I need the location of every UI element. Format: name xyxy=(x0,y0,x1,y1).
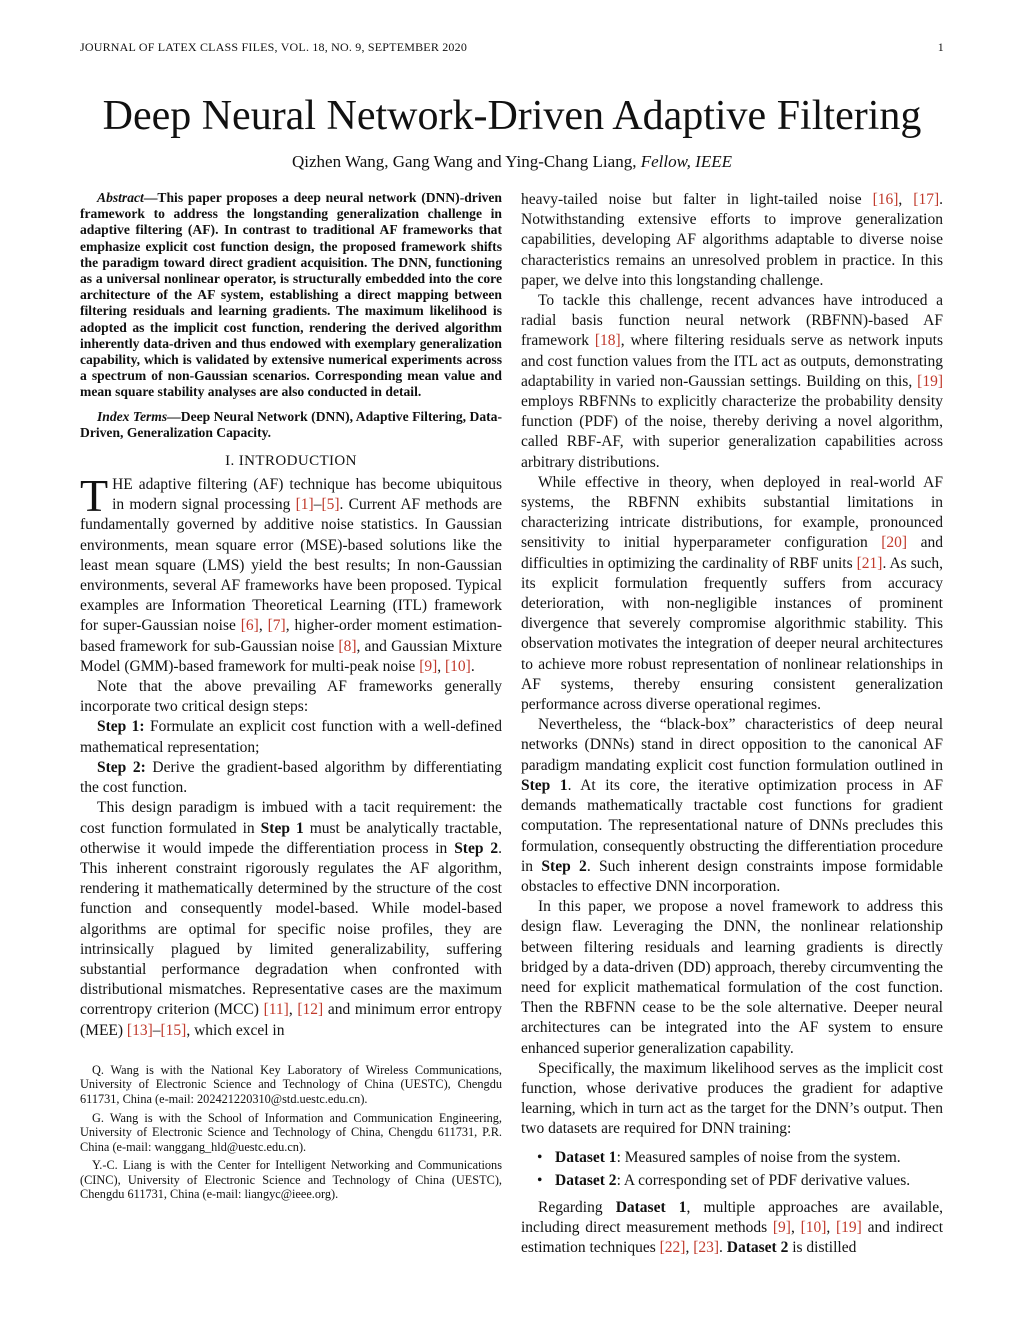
citation-link[interactable]: [8] xyxy=(338,637,357,655)
journal-name: JOURNAL OF LATEX CLASS FILES, VOL. 18, NO. 9, SEPTEMBER 2020 xyxy=(80,40,468,54)
paper-title: Deep Neural Network-Driven Adaptive Filtering xyxy=(102,93,922,139)
author-line xyxy=(0,152,1024,172)
intro-paragraph-1: THE adaptive filtering (AF) technique has become ubiquitous in modern signal processing [1]–[5]. Current AF methods are fundamentally governed by additive noise statistics. In Gaussian environments, mean square error (MSE)-based solutions like the least mean square (LMS) yield the best results; In non-Gaussian environments, several AF frameworks have been proposed. Typical examples are Information Theoretical Learning (ITL) framework for super-Gaussian noise [6], [7], higher-order moment estimation-based framework for sub-Gaussian noise [8], and Gaussian Mixture Model (GMM)-based framework for multi-peak noise [9], [10]. xyxy=(80,470,503,675)
abstract-label: Abstract xyxy=(97,190,144,205)
citation-link[interactable]: [13] xyxy=(126,1021,153,1039)
author-grade: Fellow, IEEE xyxy=(640,152,732,171)
drop-cap: T xyxy=(80,470,109,522)
citation-link[interactable]: [6] xyxy=(240,617,259,635)
right-paragraph-0: heavy-tailed noise but falter in light-tailed noise [16], [17]. Notwithstanding extensive efforts to improve generalization capabilities, developing AF algorithms adaptable to diverse noise characteristics remains an unresolved problem in practice. In this paper, we delve into this longstanding challenge. xyxy=(521,191,943,289)
citation-link[interactable]: [1] xyxy=(295,496,314,514)
right-paragraph-5: Specifically, the maximum likelihood serves as the implicit cost function, whose derivative produces the gradient for adaptive learning, which in turn act as the target for the DNN’s output. Then two datasets are required for DNN training: xyxy=(521,1059,943,1138)
index-terms-label: Index Terms xyxy=(97,408,168,424)
running-header xyxy=(80,40,944,58)
right-paragraph-3: Nevertheless, the “black-box” characteristics of deep neural networks (DNNs) stand in direct opposition to the canonical AF paradigm mandating explicit cost function formulation outlined in Step 1. At its core, the iterative optimization process in AF demands mathematically tractable cost functions for gradient computation. The representational nature of DNNs precludes this formulation, consequently obstructing the differentiation procedure in Step 2. Such inherent design constraints impose formidable obstacles to effective DNN incorporation. xyxy=(521,716,943,895)
citation-link[interactable]: [10] xyxy=(445,657,471,675)
page-number: 1 xyxy=(937,40,944,54)
citation-link[interactable]: [23] xyxy=(693,1238,720,1256)
citation-link[interactable]: [9] xyxy=(419,657,438,675)
intro-paragraph-3: This design paradigm is imbued with a tacit requirement: the cost function formulated in Step 1 must be analytically tractable, otherwise it would impede the differentiation process in Step 2. This inherent constraint rigorously regulates the AF algorithm, rendering it mathematically determined by the structure of the cost function and consequently model-based. While model-based algorithms are optimal for specific noise profiles, they are intrinsically plagued by limited generalizability, suffering substantial performance degradation when confronted with distributional mismatches. Representative cases are the maximum correntropy criterion (MCC) [11], [12] and minimum error entropy (MEE) [13]–[15], which excel in xyxy=(80,799,503,1039)
citation-link[interactable]: [19] xyxy=(917,372,943,390)
footnote-2: G. Wang is with the School of Information and Communication Engineering, University of Electronic Science and Technology of China, Chengdu 611731, P.R. China (e-mail: wanggang_hld@uestc.edu.cn). xyxy=(80,1110,502,1154)
citation-link[interactable]: [22] xyxy=(659,1238,686,1256)
dataset-list xyxy=(521,1146,943,1192)
footnote-3: Y.-C. Liang is with the Center for Intelligent Networking and Communications (CINC), University of Electronic Science and Technology of China (UESTC), Chengdu 611731, China (e-mail: liangyc@ieee.org). xyxy=(80,1158,502,1202)
citation-link[interactable]: [18] xyxy=(594,332,621,350)
citation-link[interactable]: [15] xyxy=(160,1021,187,1039)
citation-link[interactable]: [7] xyxy=(267,617,286,635)
intro-paragraph-2: Note that the above prevailing AF frameworks generally incorporate two critical design steps: xyxy=(80,678,502,716)
footnote-1: Q. Wang is with the National Key Laboratory of Wireless Communications, University of Electronic Science and Technology of China (UESTC), Chengdu 611731, China (e-mail: 202421220310@std.uestc.edu.cn). xyxy=(80,1062,502,1106)
citation-link[interactable]: [11] xyxy=(263,1001,289,1019)
author-names: Qizhen Wang, Gang Wang and Ying-Chang Liang, xyxy=(292,152,637,171)
citation-link[interactable]: [10] xyxy=(800,1218,827,1236)
abstract xyxy=(80,190,502,401)
step-2: Step 2: Derive the gradient-based algorithm by differentiating the cost function. xyxy=(80,758,502,797)
right-paragraph-4: In this paper, we propose a novel framework to address this design flaw. Leveraging the DNN, the nonlinear relationship between filtering residuals and learning gradients is directly bridged by a data-driven (DD) approach, thereby circumventing the need for explicit mathematical formulation of the cost function. Then the RBFNN cease to be the sole alternative. Deeper neural architectures can be integrated into the AF system to ensure enhanced superior generalization capability. xyxy=(521,898,943,1057)
list-item: • Dataset 1: Measured samples of noise from the system. xyxy=(555,1146,943,1169)
bullet-icon: • xyxy=(537,1171,543,1189)
citation-link[interactable]: [16] xyxy=(872,191,899,208)
abstract-text: —This paper proposes a deep neural network (DNN)-driven framework to address the longstanding generalization challenge in adaptive filtering (AF). In contrast to traditional AF frameworks that emphasize explicit cost function design, the proposed framework shifts the paradigm toward direct gradient acquisition. The DNN, functioning as a universal nonlinear operator, is structurally embedded into the core architecture of the AF system, establishing a direct mapping between filtering residuals and learning gradients. The maximum likelihood is adopted as the implicit cost function, rendering the derived algorithm inherently data-driven and thus endowed with exemplary generalization capability, which is validated by extensive numerical experiments across a spectrum of non-Gaussian scenarios. Corresponding mean value and mean square stability analyses are also conducted in detail. xyxy=(80,190,502,400)
step-1-label: Step 1: xyxy=(97,718,145,736)
right-paragraph-1: To tackle this challenge, recent advances have introduced a radial basis function neural network (RBFNN)-based AF framework [18], where filtering residuals serve as network inputs and cost function values from the ITL act as outputs, demonstrating adaptability in varied non-Gaussian settings. Building on this, [19] employs RBFNNs to explicitly characterize the probability density function (PDF) of the noise, thereby deriving a novel algorithm, called RBF-AF, with superior generalization capabilities across arbitrary distributions. xyxy=(521,292,943,471)
step-1: Step 1: Formulate an explicit cost function with a well-defined mathematical representation; xyxy=(80,718,502,756)
right-paragraph-6: Regarding Dataset 1, multiple approaches are available, including direct measurement methods [9], [10], [19] and indirect estimation techniques [22], [23]. Dataset 2 is distilled xyxy=(521,1198,944,1256)
section-heading-introduction: I. INTRODUCTION xyxy=(225,453,357,470)
citation-link[interactable]: [20] xyxy=(881,534,908,552)
bullet-icon: • xyxy=(537,1148,543,1166)
left-column xyxy=(80,190,502,1206)
citation-link[interactable]: [17] xyxy=(913,191,940,208)
citation-link[interactable]: [19] xyxy=(836,1218,862,1236)
right-paragraph-2: While effective in theory, when deployed in real-world AF systems, the RBFNN exhibits substantial limitations in characterizing intricate distributions, for example, pronounced sensitivity to initial hyperparameter configuration [20] and difficulties in optimizing the cardinality of RBF units [21]. As such, its explicit formulation frequently suffers from accuracy deterioration, with non-negligible instances of prominent divergence that severely compromise algorithmic stability. This observation motivates the integration of deeper neural architectures to achieve more robust representation of nonlinear relationships in AF systems, thereby ensuring consistent generalization performance across diverse operational regimes. xyxy=(521,473,943,714)
citation-link[interactable]: [21] xyxy=(856,554,883,572)
index-terms xyxy=(80,409,502,441)
index-terms-text: —Deep Neural Network (DNN), Adaptive Filtering, Data-Driven, Generalization Capacity. xyxy=(80,408,502,440)
step-2-label: Step 2: xyxy=(97,758,146,776)
citation-link[interactable]: [5] xyxy=(321,496,340,514)
list-item: • Dataset 2: A corresponding set of PDF derivative values. xyxy=(555,1169,943,1192)
citation-link[interactable]: [12] xyxy=(297,1001,324,1019)
citation-link[interactable]: [9] xyxy=(772,1218,791,1236)
right-column xyxy=(521,190,943,1258)
footnotes xyxy=(80,1063,502,1202)
